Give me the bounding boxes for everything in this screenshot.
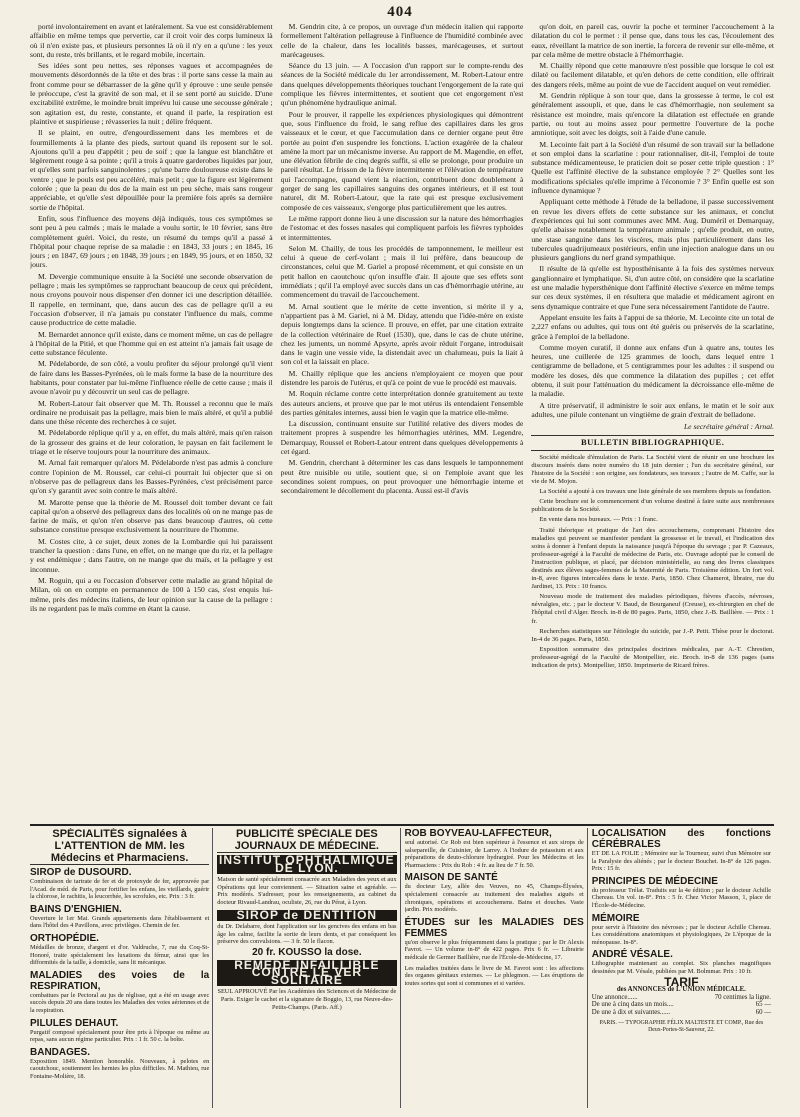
advertisement [405, 965, 584, 988]
bulletin-item: Société médicale d'émulation de Paris. La Société vient de réunir en une brochure les discours insérés dans notre numéro du 18 juin dernier ; l'un du secrétaire général, sur l'histoire de la Société : son origine, ses fondateurs, ses travaux ; l'autre de M. Caffe, sur la vie de M. Mojon. [531, 453, 775, 486]
ad-body: Combinaison de tartrate de fer et de protoxyde de fer, approuvée par l'Acad. de méd. de Paris, pour fortifier les enfans, les vieillards, guérir la chlorose, le rachitis, la leucorrhée, les scrofules, etc. Prix : 3 fr. [30, 878, 210, 901]
advertisement [405, 872, 584, 913]
article-paragraph: M. Arnal soutient que le mérite de cette invention, si mérite il y a, n'appartient pas à M. Gariel, ni à M. Diday, attendu que l'idée-mère en existe depuis longtemps dans la science. Il prouve, en effet, par une citation extraite de la collection vétérinaire de Ruel (1530), que, dans le cas de chute utérine, chez les juments, un nommé Apsyrte, après avoir réduit l'organe, introduisait dans le vagin une vessie vide, la distendait avec un chalumeau, puis la liait à son col et la laissait en place. [280, 301, 524, 367]
bulletin-title: BULLETIN BIBLIOGRAPHIQUE. [531, 435, 774, 450]
ad-body: combattues par le Pectoral au jus de réglisse, qui a été en usage avec succès depuis 20 ans dans toutes les Maladies des voies aériennes et de la respiration. [30, 991, 210, 1014]
ad-headline: MÉMOIRE [591, 912, 640, 924]
ad-body: du professeur Trélat. Traduits sur la 4e édition ; par le docteur Achille Chereau. Un vol. in-8°. Prix : 5 fr. Chez Victor Masson, 1, place de l'École-de-Médecine. [591, 886, 771, 909]
tarif-value: 60 — [755, 1008, 771, 1016]
ad-headline: ORTHOPÉDIE. [30, 932, 99, 944]
advertisement [592, 949, 771, 975]
ad-body: pour servir à l'histoire des névroses ; par le docteur Achille Chereau. Les considérations anatomiques et physiologiques, 2e L'époque de la ménopause. In-8°. [591, 923, 771, 946]
article-paragraph: M. Gendrin, cherchant à déterminer les cas dans lesquels le tamponnement peut être nuisible ou utile, soutient que, si on l'emploie avant que les secondines soient rompues, on peut provoquer une hémorrhagie interne et secondairement le décollement du placenta. Aussi est-il d'avis [280, 458, 524, 496]
advertisement [592, 828, 771, 873]
bulletin-item: Nouveau mode de traitement des maladies périodiques, fièvres d'accès, névroses, névralgies, etc. ; par le docteur V. Baud, de Bourganeuf (Creuse), ex-chirurgien en chef de l'hôpital civil d'Alger. Broch. in-8 de 80 pages. Paris, 1850, chez J.-B. Baillière. — Prix : 1 fr. [531, 593, 775, 625]
article-paragraph: M. Devergie communique ensuite à la Société une seconde observation de pellagre ; mais les symptômes se rapprochant beaucoup de ceux qui précèdent, nous croyons pouvoir nous dispenser d'en donner ici une description détaillée. Il rappelle, en terminant, que, dans aucun des cas de pellagre qu'il a eu l'occasion d'observer, il n'a jamais pu constater l'influence du maïs, comme cause productrice de cette maladie. [30, 271, 273, 328]
advertisement [592, 876, 771, 910]
ad-body: Ouverture le 1er Mai. Grands appartements dans l'établissement et dans l'hôtel des 4 Pavillons, avec privilèges. Chemin de fer. [30, 914, 210, 930]
bulletin-item: La Société a ajouté à ces travaux une liste générale de ses membres depuis sa fondation. [539, 488, 772, 496]
column-2 [281, 22, 524, 822]
article-paragraph: M. Bernardet annonce qu'il existe, dans ce moment même, un cas de pellagre à l'hôpital de la Pitié, et que l'homme qui en est atteint n'a jamais fait usage de cette substance féculente. [30, 329, 273, 358]
article-paragraph: Appliquant cette méthode à l'étude de la belladone, il passe successivement en revue les divers effets de cette substance sur les animaux, et conclut d'expériences qui lui sont communes avec MM. Aug. Duméril et Demarquay, qu'elle abaisse notablement la température animale ; qu'elle produit, en outre, une stase sanguine dans les viscères, mais plus particulièrement dans les tubercules quadrijumeaux postérieurs, enfin une injection analogue dans un ou plusieurs ganglions du nerf grand sympathique. [531, 197, 775, 263]
article-paragraph: M. Chailly réplique que les anciens n'employaient ce moyen que pour distendre les parois de l'utérus, et qu'à ce point de vue le procédé est mauvais. [280, 368, 524, 387]
bulletin-item: En vente dans nos bureaux. — Prix : 1 franc. [539, 516, 658, 524]
article-paragraph: Séance du 13 juin. — A l'occasion d'un rapport sur le compte-rendu des séances de la Société médicale du 1er arrondissement, M. Robert-Latour entre dans quelques développements théoriques touchant l'engorgement de la rate qui complique les fièvres intermittentes, et soutient que cet engorgement n'est qu'un phénomène hydraulique animal. [280, 61, 524, 108]
tarif-label: De une à cinq dans un mois.... [591, 1001, 674, 1009]
ads-head-publicite: PUBLICITÉ SPÉCIALE DES JOURNAUX DE MÉDECINE. [217, 828, 396, 853]
ad-headline: ANDRÉ VÉSALE. [591, 949, 673, 961]
tarif-value: 65 — [755, 1001, 771, 1009]
ad-headline: PRINCIPES DE MÉDECINE [591, 875, 718, 887]
bibliographic-bulletin [531, 435, 774, 670]
tarif-label: De une à dix et suivantes...... [591, 1008, 671, 1016]
article-paragraph: M. Roguin, qui a eu l'occasion d'observer cette maladie au grand hôpital de Milan, où on en compte en permanence de 100 à 150 cas, s'est enquis lui-même, près des médecins italiens, de leur opinion sur la cause de la pellagre : ils ne regardent pas le maïs comme en étant la cause. [30, 575, 273, 613]
advertisement [30, 867, 209, 901]
ad-headline: BANDAGES. [30, 1046, 91, 1058]
ad-headline: SIROP de DUSOURD. [30, 867, 132, 878]
kousso-banner: REMÈDE INFAILLIBLE CONTRE LE VER SOLITAIRE [217, 960, 396, 987]
ads-column-4 [592, 828, 774, 1108]
article-paragraph: M. Chailly répond que cette manœuvre n'est possible que lorsque le col est dilaté ou facilement dilatable, et qu'en dehors de cette condition, elle offrirait des dangers réels, même au point de vue de l'accident auquel on veut remédier. [531, 61, 775, 89]
ad-body: Purgatif composé spécialement pour être pris à l'époque ou même au repas, sans aucun régime particulier. Prix : 1 fr. 50 c. la boîte. [30, 1028, 210, 1044]
tarif-title: TARIF [664, 974, 699, 989]
ads-divider [30, 824, 774, 826]
article-paragraph: Il résulte de là qu'elle est hyposthénisante à la fois des systèmes nerveux ganglionnaire et lymphatique. Si, d'un autre côté, on considère que la scarlatine est une maladie hypersthénique dont l'affinité élective s'exerce en même temps sur ces deux systèmes, il en résultera que maladie et médicament agiront en sens dynamique contraire et que l'une sera nécessairement l'antidote de l'autre. [531, 264, 775, 311]
article-paragraph: M. Lecointe fait part à la Société d'un résumé de son travail sur la belladone et son emploi dans la scarlatine : pour rationnaliser, dit-il, l'emploi de toute substance médicamenteuse, le praticien doit se poser cette triple question : 1° Quelle est l'affinité élective de la substance employée ? 2° Quelles sont les modifications spéciales qu'elle imprime à l'économie ? 3° Enfin quelle est son influence dynamique ? [531, 139, 775, 196]
ad-headline: MALADIES des voies de la RESPIRATION, [30, 969, 210, 992]
advertisement [30, 1018, 209, 1044]
tarif-box [591, 974, 771, 1017]
bulletin-item: Cette brochure est le commencement d'un volume destiné à faire suite aux nombreuses publications de la Société. [531, 498, 775, 514]
article-paragraph: A titre préservatif, il administre le soir aux enfans, le matin et le soir aux adultes, une pilule contenant un vingtième de grain d'extrait de belladone. [531, 400, 775, 419]
article-paragraph: M. Marotte pense que la théorie de M. Roussel doit tomber devant ce fait capital qu'on a observé des pellagreux dans des localités où on ne mange pas de farine de maïs, et qu'on n'en observe pas dans beaucoup d'autres, où cette substance constitue presque exclusivement la nourriture de l'homme. [30, 497, 273, 535]
article-paragraph: Enfin, sous l'influence des moyens déjà indiqués, tous ces symptômes se sont peu à peu calmés ; mais le malade a voulu sortir, le 10 février, sans être complètement guéri. Voici, du reste, un résumé du temps qu'il a passé à l'hôpital pour chaque reprise de sa maladie : en 1843, 33 jours ; en 1845, 16 jours ; en 1847, 69 jours ; en 1848, 39 jours ; en 1849, 95 jours, et en 1850, 32 jours. [30, 213, 273, 270]
article-paragraph: M. Gendrin réplique à son tour que, dans la grossesse à terme, le col est généralement assoupli, et que, dans le cas d'hémorrhagie, non seulement sa résistance est moindre, mais qu'encore la dilatation est effectuée en grande partie, ou tout au moins assez pour permettre l'ouverture de la poche amniotique, soit avec les doigts, soit à l'aide d'une canule. [531, 91, 775, 138]
article-paragraph: Pour le prouver, il rappelle les expériences physiologiques qui démontrent que, sous l'influence du froid, le sang reflue des capillaires dans les gros vaisseaux et le cœur, et que l'accumulation dans ce dernier organe peut être portée au point d'en suspendre les fonctions. L'action exagérée de la chaleur amène la mort par un mécanisme inverse. Au rapport de M. Magendie, en effet, une élévation fébrile de cinq degrés suffit, si elle se prolonge, pour produire un pareil résultat. Le frisson de la fièvre intermittente et l'élévation de température qui l'accompagne, quand vient la réaction, contribuent donc doublement à gorger de sang les capillaires sanguins des organes intérieurs, et il est tout naturel, dit M. Robert-Latour, que la rate qui est presque exclusivement composée de ces vaisseaux, s'engorge plus particulièrement que les autres. [280, 109, 524, 212]
article-paragraph: M. Costes cite, à ce sujet, deux zones de la Lombardie qui lui paraissent trancher la question : dans l'une, en effet, on ne mange que du riz, et la pellagre y est endémique ; dans l'autre, on ne mange que du maïs, et la pellagre y est inconnue. [30, 536, 273, 574]
ads-column-1 [30, 828, 213, 1108]
bulletin-item: Traité théorique et pratique de l'art des accouchemens, comprenant l'histoire des maladies qui peuvent se manifester pendant la grossesse et le travail, et l'indication des soins à donner à l'enfant depuis la naissance jusqu'à l'époque du sevrage ; par P. Cazeaux, professeur-agrégé à la Faculté de médecine de Paris, etc. Ouvrage adopté par le conseil de l'instruction publique, et placé, par décision ministérielle, au rang des livres classiques destinés aux élèves sages-femmes de la Maternité de Paris. Troisième édition. Un fort vol. in-8, avec figures intercalées dans le texte. Paris, 1850. Chez Chamerot, libraire, rue du Jardinet, 13. Prix : 10 francs. [531, 526, 775, 591]
article-paragraph: qu'on doit, en pareil cas, ouvrir la poche et terminer l'accouchement à la dilatation du col le permet : il pense que, dans tous les cas, l'écoulement des eaux, réveillant la matrice de son inertie, la forcera de revenir sur elle-même, et par cela même de mettre obstacle à l'hémorrhagie. [531, 22, 775, 59]
article-paragraph: M. Gendrin cite, à ce propos, un ouvrage d'un médecin italien qui rapporte formellement l'altération pellagreuse à l'influence de l'humidité combinée avec celle de la chaleur, dans les localités basses, marécageuses, et surtout marécageuses. [280, 22, 524, 59]
tarif-label: Une annonce...... [591, 993, 638, 1001]
ad-body: Exposition 1849. Mention honorable. Nouveaux, à pelotes en caoutchouc, soutiennent les hernies les plus difficiles. M. Mathieu, rue Fontaine-Molière, 18. [30, 1057, 210, 1080]
dentition-banner: SIROP de DENTITION [217, 910, 396, 922]
column-3 [531, 22, 774, 822]
article-paragraph: porté involontairement en avant et latéralement. Sa vue est considérablement affaiblie en même temps que pervertie, car il croit voir des corps lumineux là où il n'en existe pas, et plusieurs personnes là où il n'y en a qu'une : les yeux sont, du reste, très brillants, et le regard mobile, incertain. [30, 22, 273, 59]
page-number: 404 [387, 4, 413, 20]
advertisement [30, 970, 209, 1015]
ads-head-specialites: SPÉCIALITÉS signalées à L'ATTENTION de MM. les Médecins et Pharmaciens. [30, 828, 209, 865]
institut-text: Maison de santé spécialement consacrée aux Maladies des yeux et aux Opérations qui leur conviennent. — Situation saine et agréable. — Prix modérés. S'adresser, pour les renseignements, au cabinet du docteur Rivaud-Landrau, oculiste, 26, rue du Pérat, à Lyon. [217, 876, 397, 906]
tarif-row [592, 1009, 771, 1017]
article-paragraph: Ses idées sont peu nettes, ses réponses vagues et accompagnées de mouvements désordonnés de la tête et des bras : il porte sans cesse la main au front comme pour se débarrasser de la gêne qu'il y éprouve : une seule pensée le préoccupe, c'est la gravité de son mal, et il se sent porté au suicide. D'une excitabilité extrême, le moindre bruit imprévu lui cause une secousse générale ; son agitation est, du reste, constante, et quand il parle, la respiration est plaintive et suspirieuse ; révasseries la nuit ; délire fréquent. [30, 61, 273, 126]
dentition-text: du Dr. Delabarre, dont l'application sur les gencives des enfans en bas âge les calme, facilite la sortie de leurs dents, et par conséquent les préserve des convulsions. — 3 fr. 50 le flacon. [217, 923, 397, 946]
ad-headline: MAISON DE SANTÉ [404, 872, 498, 884]
ad-body: Les maladies traitées dans le livre de M. Favrot sont : les affections des organes génitaux externes. — Le phlegmon. — Les éruptions de toutes sortes qui sont si communes et si variées. [404, 964, 584, 987]
kousso-text: SEUL APPROUVÉ Par les Académies des Sciences et de Médecine de Paris. Exiger le cachet et la signature de Boggio, 13, rue Neuve-des-Petits-Champs. (Paris. Aff.) [217, 988, 397, 1011]
column-1 [30, 22, 273, 822]
ad-body: Lithographie maintenant au complet. Six planches magnifiques dessinées par M. Vésale, publiées par M. Bolmmar. Prix : 10 fr. [591, 960, 771, 975]
ad-headline: ÉTUDES sur les MALADIES DES FEMMES [404, 916, 584, 939]
secretary-signature: Le secrétaire général : Arnal. [683, 422, 775, 432]
advertisement [405, 828, 584, 869]
ad-headline: BAINS D'ENGHIEN. [30, 903, 122, 915]
ad-body: Médailles de bronze, d'argent et d'or. Valdruche, 7, rue du Coq-St-Honoré, traite spécialement les luxations du fémur, ainsi que les difformités de la taille, à domicile, sans lit mécanique. [30, 943, 210, 967]
ad-body: seul autorisé. Ce Rob est bien supérieur à l'essence et aux sirops de salsepareille, de Cuisinier, de Larrey. A l'iodure de potassium et aux préparations de deuto-chlorure hydrargiré. Pour les Médecins et les Pharmaciens : Prix du Rob : 4 fr. au lieu de 7 fr. 50. [404, 839, 584, 869]
advertisements [30, 828, 774, 1108]
bulletin-item: Exposition sommaire des principales doctrines médicales, par A.-T. Chrestien, professeur-agrégé de la Faculté de Montpellier, etc. Broch. in-8 de 136 pages (sans indication de prix). Montpellier, 1850. Imprimerie de Ricard frères. [531, 645, 775, 670]
article-paragraph: La discussion, continuant ensuite sur l'utilité relative des divers modes de traitement propres à suspendre les hémorrhagies utérines, MM. Legendre, Demarquay, Roussel et Robert-Latour entrent dans quelques développements à cet égard. [280, 419, 524, 457]
article-paragraph: M. Robert-Latour fait observer que M. Th. Roussel a reconnu que le maïs ordinaire ne produisait pas la pellagre, mais bien le maïs altéré, et qu'il a publié dans une thèse récente des recherches à ce sujet. [30, 398, 273, 427]
article-paragraph: Le même rapport donne lieu à une discussion sur la nature des hémorrhagies de l'estomac et des fosses nasales qui compliquent parfois les fièvres typhoïdes et intermittentes. [280, 213, 524, 242]
tarif-subtitle: des ANNONCES de L'UNION MÉDICALE. [616, 986, 746, 994]
article-paragraph: Il se plaint, en outre, d'engourdissement dans les membres et de fourmillements à la plante des pieds, surtout quand ils reposent sur le sol. Ajoutons qu'il a peu d'appétit ; peu de soif ; que la langue est blanchâtre et légèrement rouge à sa pointe ; qu'il a trois à quatre garderobes liquides par jour, et qu'elles sont parfois sanguinolentes ; qu'une barre douloureuse existe dans le ventre ; que le pouls est peu accéléré, mais petit ; que la figure est légèrement colorée ; que la peau du dos de la main est un peu sèche, mais sans rougeur appréciable, et qu'elle s'est dépouillée pour la première fois après sa dernière sortie de l'hôpital. [30, 128, 273, 212]
advertisement [30, 904, 209, 930]
advertisement [592, 913, 771, 947]
tarif-value: 70 centimes la ligne. [714, 993, 771, 1001]
tarif-row [592, 994, 771, 1002]
advertisement [30, 933, 209, 967]
ads-column-3 [405, 828, 588, 1108]
ads-column-2 [217, 828, 400, 1108]
institut-banner: INSTITUT OPHTHALMIQUE DE LYON. [219, 853, 395, 875]
advertisement [405, 917, 584, 962]
article-paragraph: M. Pédelaborde, de son côté, a voulu profiter du séjour prolongé qu'il vient de faire dans les Basses-Pyrénées, où le maïs forme la base de la nourriture des habitants, pour constater par lui-même l'influence réelle de cette cause ; mais il avoue n'avoir pu y découvrir un seul cas de pellagre. [30, 359, 273, 397]
ad-body: ET DE LA FOLIE ; Mémoire sur la Tourneur, suivi d'un Mémoire sur la Paralysie des aliénés ; par le docteur Bouchet. In-8° de 126 pages. Prix : 15 fr. [591, 850, 771, 873]
advertisement [30, 1047, 209, 1081]
article-paragraph: M. Roquin réclame contre cette interprétation donnée gratuitement au texte des auteurs anciens, et prouve que par le mot utérus ils entendaient l'ensemble des parties génitales internes, aussi bien le vagin que la matrice elle-même. [280, 389, 524, 417]
printer-footer: PARIS. — TYPOGRAPHIE FÉLIX MALTESTE ET COMP., Rue des Deux-Portes-St-Sauveur, 22. [599, 1019, 764, 1034]
article-paragraph: M. Arnal fait remarquer qu'alors M. Pédelaborde n'est pas admis à conclure contre l'opinion de M. Roussel, car celui-ci pourrait lui objecter que si on n'observe pas de pellagreux dans les Basses-Pyrénées, c'est précisément parce qu'on s'y garantit avec soin contre le maïs altéré. [30, 458, 273, 496]
kousso-price: 20 fr. KOUSSO la dose. [252, 946, 362, 958]
ad-body: du docteur Ley, allée des Veuves, no 45, Champs-Élysées, spécialement consacrée au traitement des maladies aiguës et chroniques, opérations et accouchemens. Bains et douches. Vaste jardin. Prix modérés. [404, 883, 584, 914]
article-columns [30, 22, 774, 822]
ad-headline: ROB BOYVEAU-LAFFECTEUR, [404, 828, 552, 839]
tarif-row [592, 1001, 771, 1009]
article-paragraph: Comme moyen curatif, il donne aux enfans d'un à quatre ans, toutes les heures, une cuillerée de 125 grammes de looch, dans lequel entre 1 centigramme de belladone, et 5 centigrammes pour les adultes : il suspend ou modère les doses, dès que commence la dilatation des pupilles ; cet effet obtenu, il suit pour l'atténuation du médicament la décroissance elle-même de la maladie. [531, 342, 775, 399]
ad-headline: LOCALISATION des fonctions CÉRÉBRALES [591, 828, 771, 850]
ad-body: qu'on observe le plus fréquemment dans la pratique ; par le Dr Alexis Favrot. — Un volume in-8° de 422 pages. Prix 6 fr. — Librairie médicale de Germer Baillière, rue de l'École-de-Médecine, 17. [404, 938, 584, 961]
ad-headline: PILULES DEHAUT. [30, 1017, 119, 1029]
article-paragraph: M. Pédelaborde réplique qu'il y a, en effet, du maïs altéré, mais qu'en raison de la grosseur des grains et de leur coloration, le paysan en fait facilement le triage et le réserve toujours pour la nourriture des animaux. [30, 428, 273, 457]
article-paragraph: Appelant ensuite les faits à l'appui de sa théorie, M. Lecointe cite un total de 2,227 enfans ou adultes, qui tous ont été guéris ou préservés de la scarlatine, grâce à l'emploi de la belladone. [531, 312, 775, 341]
article-paragraph: Selon M. Chailly, de tous les procédés de tamponnement, le meilleur est celui à queue de cerf-volant ; mais il lui préfère, dans beaucoup de circonstances, celui que M. Gariel a proposé récemment, et qui consiste en un petit ballon en caoutchouc qu'on insuffle d'air. Il ajoute que ses effets sont immédiats ; qu'il l'a employé avec succès dans un cas d'hémorrhagie utérine, au commencement du travail de l'accouchement. [280, 243, 524, 300]
bulletin-item: Recherches statistiques sur l'étiologie du suicide, par J.-P. Petit. Thèse pour le doctorat. In-4 de 36 pages. Paris, 1850. [531, 627, 775, 643]
